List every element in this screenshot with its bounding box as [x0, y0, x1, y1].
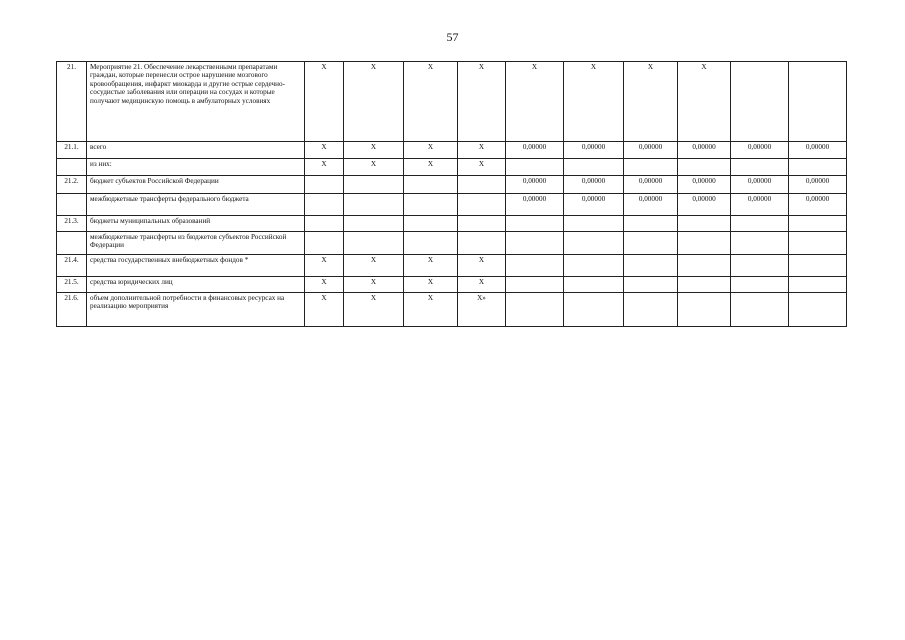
row-number: 21.5.: [57, 277, 87, 293]
table-cell: 0,00000: [731, 176, 789, 194]
table-row: [57, 62, 847, 142]
table-cell: [731, 232, 789, 255]
table-row: [57, 255, 847, 277]
table-cell: 0,00000: [564, 176, 624, 194]
table-cell: [678, 277, 731, 293]
row-name: межбюджетные трансферты федерального бюджета: [87, 194, 305, 216]
table-cell: 0,00000: [731, 142, 789, 159]
table-cell: 0,00000: [789, 176, 847, 194]
row-number: [57, 232, 87, 255]
table-cell: [506, 159, 564, 176]
table-cell: [305, 232, 344, 255]
row-name: бюджет субъектов Российской Федерации: [87, 176, 305, 194]
row-number: 21.1.: [57, 142, 87, 159]
table-cell: X: [458, 255, 506, 277]
table-cell: X: [305, 62, 344, 142]
table-cell: 0,00000: [731, 194, 789, 216]
table-cell: X: [305, 277, 344, 293]
table-cell: [458, 216, 506, 232]
table-row: [57, 293, 847, 327]
table-cell: [624, 277, 678, 293]
table-cell: 0,00000: [678, 194, 731, 216]
row-number: 21.6.: [57, 293, 87, 327]
table-cell: 0,00000: [789, 194, 847, 216]
row-number: [57, 159, 87, 176]
table-cell: X: [624, 62, 678, 142]
table-row: [57, 232, 847, 255]
table-row: [57, 142, 847, 159]
table-cell: [624, 216, 678, 232]
table-cell: [506, 277, 564, 293]
row-name: бюджеты муниципальных образований: [87, 216, 305, 232]
table-cell: [506, 232, 564, 255]
page-number: 57: [446, 30, 459, 44]
table-cell: [564, 159, 624, 176]
table-cell: [305, 194, 344, 216]
table-cell: [404, 216, 458, 232]
table-cell: [678, 293, 731, 327]
row-name: из них:: [87, 159, 305, 176]
table-cell: [731, 293, 789, 327]
table-cell: 0,00000: [789, 142, 847, 159]
table-cell: [564, 293, 624, 327]
table-cell: X: [458, 159, 506, 176]
table-cell: [344, 232, 404, 255]
table-cell: X: [458, 62, 506, 142]
table-cell: 0,00000: [564, 142, 624, 159]
table-cell: X: [458, 277, 506, 293]
table-cell: [789, 216, 847, 232]
table-cell: 0,00000: [624, 142, 678, 159]
table-cell: X: [305, 293, 344, 327]
funding-table: [56, 61, 847, 327]
row-number: 21.2.: [57, 176, 87, 194]
row-name: межбюджетные трансферты из бюджетов субъектов Российской Федерации: [87, 232, 305, 255]
table-cell: [731, 255, 789, 277]
table-cell: [678, 232, 731, 255]
table-cell: X: [506, 62, 564, 142]
table-cell: X: [344, 142, 404, 159]
table-cell: [564, 277, 624, 293]
table-cell: X: [564, 62, 624, 142]
table-cell: [678, 216, 731, 232]
table-cell: [624, 293, 678, 327]
table-cell: [678, 159, 731, 176]
table-cell: [305, 216, 344, 232]
table-cell: 0,00000: [506, 194, 564, 216]
table-cell: 0,00000: [678, 142, 731, 159]
row-number: [57, 194, 87, 216]
row-name: Мероприятие 21. Обеспечение лекарственными препаратами граждан, которые перенесли острое нарушение мозгового кровообращения, инфаркт миокарда и другие острые сердечно-сосудистые заболевания или операции на сосудах и которые получают медицинскую помощь в амбулаторных условиях: [87, 62, 305, 142]
table-row: [57, 277, 847, 293]
table-cell: X: [458, 142, 506, 159]
table-cell: X: [305, 142, 344, 159]
table-row: [57, 194, 847, 216]
table-cell: [344, 194, 404, 216]
table-cell: [564, 216, 624, 232]
table-cell: 0,00000: [564, 194, 624, 216]
table-cell: X»: [458, 293, 506, 327]
table-cell: 0,00000: [624, 176, 678, 194]
table-cell: X: [344, 62, 404, 142]
table-cell: [404, 176, 458, 194]
table-cell: [789, 277, 847, 293]
table-cell: [458, 194, 506, 216]
table-cell: [789, 293, 847, 327]
table-cell: [344, 216, 404, 232]
table-row: [57, 176, 847, 194]
row-name: средства государственных внебюджетных фондов *: [87, 255, 305, 277]
table-cell: [506, 293, 564, 327]
table-cell: [789, 62, 847, 142]
table-cell: [789, 232, 847, 255]
table-cell: [404, 232, 458, 255]
row-number: 21.4.: [57, 255, 87, 277]
table-cell: [564, 232, 624, 255]
row-number: 21.3.: [57, 216, 87, 232]
table-cell: X: [404, 142, 458, 159]
table-cell: [731, 277, 789, 293]
table-cell: [731, 159, 789, 176]
table-cell: [731, 216, 789, 232]
table-cell: [344, 176, 404, 194]
table-cell: [789, 255, 847, 277]
row-name: средства юридических лиц: [87, 277, 305, 293]
table-cell: X: [404, 62, 458, 142]
table-cell: 0,00000: [506, 142, 564, 159]
table-cell: [624, 232, 678, 255]
row-number: 21.: [57, 62, 87, 142]
table-cell: 0,00000: [678, 176, 731, 194]
table-cell: X: [344, 293, 404, 327]
table-cell: X: [344, 277, 404, 293]
table-cell: 0,00000: [624, 194, 678, 216]
table-cell: [789, 159, 847, 176]
table-cell: [506, 255, 564, 277]
table-cell: X: [344, 255, 404, 277]
table-cell: X: [404, 277, 458, 293]
table-cell: [731, 62, 789, 142]
table-cell: X: [404, 255, 458, 277]
table-cell: [624, 159, 678, 176]
table-cell: X: [305, 159, 344, 176]
table-cell: X: [678, 62, 731, 142]
table-cell: [458, 232, 506, 255]
table-cell: [678, 255, 731, 277]
table-cell: [305, 176, 344, 194]
table-cell: [564, 255, 624, 277]
table-cell: [624, 255, 678, 277]
table-cell: X: [305, 255, 344, 277]
table-cell: X: [404, 159, 458, 176]
table-cell: 0,00000: [506, 176, 564, 194]
table-cell: [404, 194, 458, 216]
table-cell: X: [404, 293, 458, 327]
table-cell: [506, 216, 564, 232]
row-name: объем дополнительной потребности в финансовых ресурсах на реализацию мероприятия: [87, 293, 305, 327]
table-cell: X: [344, 159, 404, 176]
row-name: всего: [87, 142, 305, 159]
table-row: [57, 159, 847, 176]
table-cell: [458, 176, 506, 194]
table-row: [57, 216, 847, 232]
